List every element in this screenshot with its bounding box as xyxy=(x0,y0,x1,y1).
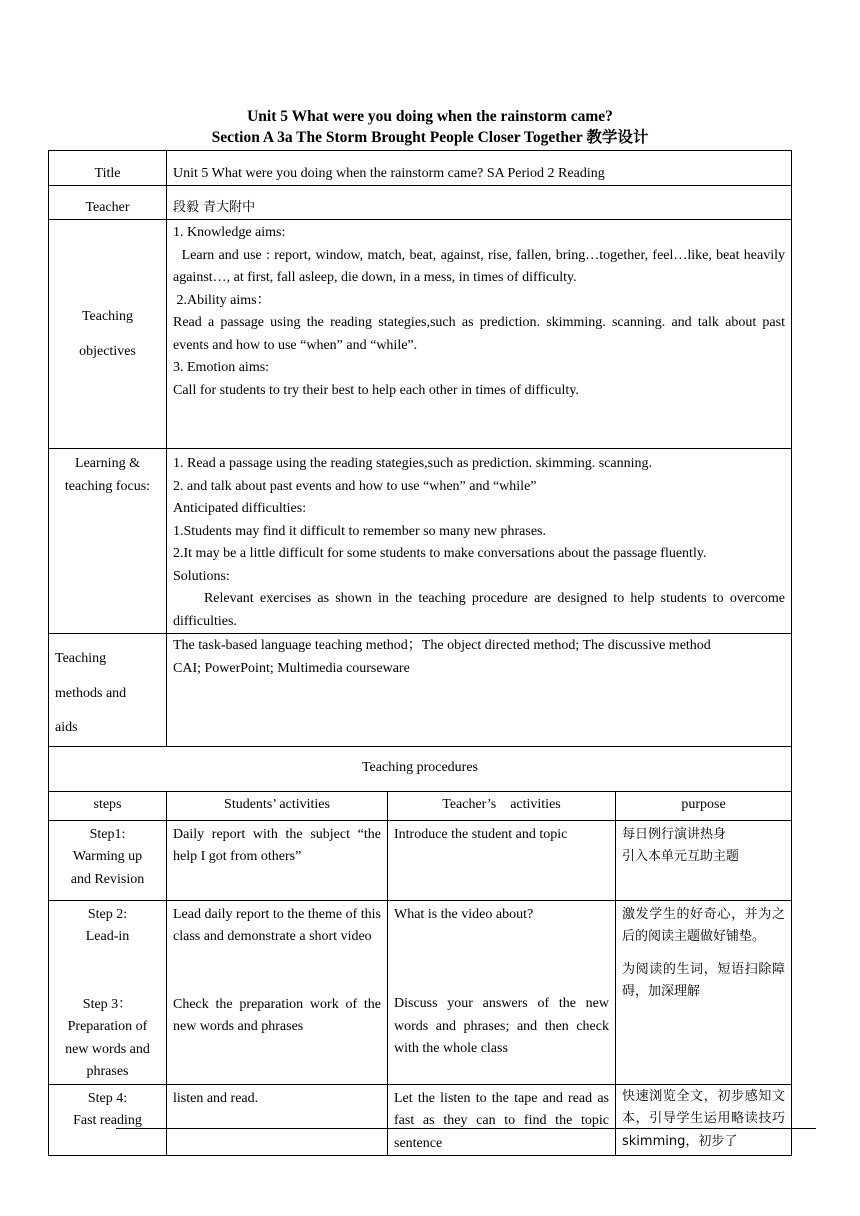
teacher-activity-cell: Let the listen to the tape and read as fast as they can to find the topic sentence xyxy=(388,1084,616,1156)
focus-row xyxy=(49,449,792,634)
teacher-activity-cell: Introduce the student and topic xyxy=(388,820,616,900)
procedures-heading-row xyxy=(49,746,792,791)
objectives-label-line2: objectives xyxy=(79,344,136,359)
step-cell xyxy=(49,820,167,900)
procedure-row xyxy=(49,900,792,1084)
procedure-row xyxy=(49,820,792,900)
purpose-cell: 快速浏览全文，初步感知文本，引导学生运用略读技巧 skimming，初步了 xyxy=(616,1084,792,1156)
focus-label: Learning & teaching focus: xyxy=(49,449,167,634)
step-line: and Revision xyxy=(70,871,145,887)
step-line: Step1: xyxy=(89,826,126,842)
teacher-row xyxy=(49,186,792,220)
focus-line: 2. and talk about past events and how to use “when” and “while” xyxy=(173,478,537,494)
step-line: Step 4: xyxy=(87,1090,128,1106)
purpose-cell xyxy=(616,820,792,900)
document-heading xyxy=(0,106,860,148)
objectives-label xyxy=(49,220,167,449)
footer-rule xyxy=(116,1128,816,1129)
column-header-students: Students’ activities xyxy=(167,791,388,820)
step-line: Fast reading xyxy=(73,1113,142,1128)
procedures-header-row xyxy=(49,791,792,820)
title-label: Title xyxy=(49,151,167,186)
focus-line: Relevant exercises as shown in the teaching procedure are designed to help students to overcome difficulties. xyxy=(173,591,789,629)
methods-label-line1: Teaching xyxy=(55,651,107,666)
methods-label-line2: methods and xyxy=(55,685,127,701)
students-activity-cell xyxy=(167,900,388,1084)
document-title: Unit 5 What were you doing when the rainstorm came? xyxy=(247,108,613,125)
focus-line: 2.It may be a little difficult for some students to make conversations about the passage fluently. xyxy=(173,546,707,561)
objectives-content xyxy=(167,220,792,449)
teacher-activity-cell xyxy=(388,900,616,1084)
step-line: Step 2: xyxy=(87,906,128,922)
column-header-teacher: Teacher’s activities xyxy=(388,791,616,820)
column-header-purpose: purpose xyxy=(616,791,792,820)
methods-label-line3: aids xyxy=(55,720,78,735)
objective-line: 1. Knowledge aims: xyxy=(173,225,286,240)
objective-line: Read a passage using the reading stategies,such as prediction. skimming. scanning. and talk about past events and how to use “when” and “while”. xyxy=(173,315,785,353)
purpose-line: 引入本单元互助主题 xyxy=(622,849,740,864)
methods-line: CAI; PowerPoint; Multimedia courseware xyxy=(173,660,410,676)
focus-line: 1.Students may find it difficult to remember so many new phrases. xyxy=(173,523,547,539)
objectives-label-line1: Teaching xyxy=(81,309,134,324)
step-line: Preparation of new words and phrases xyxy=(65,1019,150,1079)
students-activity-cell: listen and read. xyxy=(167,1084,388,1156)
step-cell xyxy=(49,900,167,1084)
procedure-row xyxy=(49,1084,792,1156)
methods-label xyxy=(49,634,167,747)
purpose-cell xyxy=(616,900,792,1084)
teacher-activity-text: Discuss your answers of the new words and phrases; and then check with the whole class xyxy=(394,996,609,1056)
students-activity-cell: Daily report with the subject “the help I got from others” xyxy=(167,820,388,900)
teacher-label: Teacher xyxy=(49,186,167,220)
teacher-activity-text: What is the video about? xyxy=(394,906,534,922)
focus-line: Anticipated difficulties: xyxy=(173,501,307,516)
objective-line: 2.Ability aims： xyxy=(173,292,271,308)
step-line: Step 3： xyxy=(82,996,133,1012)
procedures-heading: Teaching procedures xyxy=(49,746,792,791)
purpose-text: 为阅读的生词，短语扫除障碍，加深理解 xyxy=(622,961,785,999)
focus-line: 1. Read a passage using the reading stategies,such as prediction. skimming. scanning. xyxy=(173,456,653,471)
step-cell xyxy=(49,1084,167,1156)
document-subtitle: Section A 3a The Storm Brought People Closer Together 教学设计 xyxy=(211,129,649,146)
purpose-line: 每日例行演讲热身 xyxy=(622,826,727,842)
objectives-row xyxy=(49,220,792,449)
students-activity-text: Check the preparation work of the new words and phrases xyxy=(173,996,381,1034)
title-row xyxy=(49,151,792,186)
methods-line: The task-based language teaching method；The object directed method; The discussive method xyxy=(173,638,711,653)
focus-line: Solutions: xyxy=(173,568,230,584)
objective-line: Call for students to try their best to help each other in times of difficulty. xyxy=(173,382,579,398)
objective-line: 3. Emotion aims: xyxy=(173,360,270,375)
focus-content xyxy=(167,449,792,634)
step-line: Lead-in xyxy=(85,929,130,944)
students-activity-text: Lead daily report to the theme of this class and demonstrate a short video xyxy=(173,906,381,944)
step-line: Warming up xyxy=(72,849,143,864)
methods-row xyxy=(49,634,792,747)
lesson-plan-table xyxy=(48,150,792,1156)
objective-line: Learn and use : report, window, match, beat, against, rise, fallen, bring…together, feel…like, beat heavily against…, at first, fall asleep, die down, in a mess, in times of difficulty. xyxy=(173,247,789,285)
methods-content xyxy=(167,634,792,747)
teacher-value: 段毅 青大附中 xyxy=(167,186,792,220)
title-value: Unit 5 What were you doing when the rainstorm came? SA Period 2 Reading xyxy=(167,151,792,186)
purpose-text: 激发学生的好奇心，并为之后的阅读主题做好铺垫。 xyxy=(622,906,785,944)
column-header-steps: steps xyxy=(49,791,167,820)
